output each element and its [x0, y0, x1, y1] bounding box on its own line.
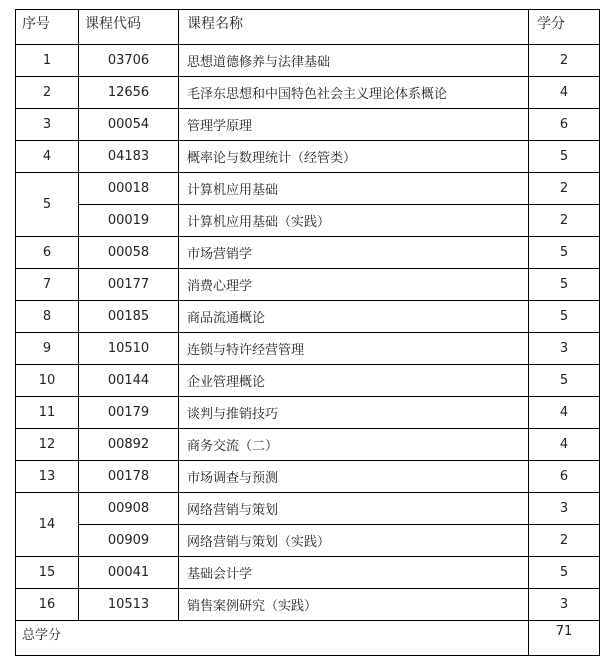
- table-row: [16, 45, 600, 77]
- table-row: [16, 429, 600, 461]
- course-name-cell: 商务交流（二）: [179, 429, 529, 461]
- course-name-cell: 企业管理概论: [179, 365, 529, 397]
- course-name-cell: 网络营销与策划: [179, 493, 529, 525]
- serial-number-cell: 14: [16, 493, 79, 557]
- course-name-cell: 消费心理学: [179, 269, 529, 301]
- serial-number-cell: 1: [16, 45, 79, 77]
- course-code-cell: 00144: [79, 365, 179, 397]
- course-name-cell: 概率论与数理统计（经管类）: [179, 141, 529, 173]
- credits-cell: 6: [529, 461, 600, 493]
- credits-cell: 3: [529, 589, 600, 621]
- table-row: [16, 237, 600, 269]
- table-row: [16, 461, 600, 493]
- course-name-cell: 毛泽东思想和中国特色社会主义理论体系概论: [179, 77, 529, 109]
- header-row: [16, 10, 600, 45]
- course-code-cell: 00177: [79, 269, 179, 301]
- credits-cell: 2: [529, 45, 600, 77]
- serial-number-cell: 5: [16, 173, 79, 237]
- serial-number-cell: 6: [16, 237, 79, 269]
- total-row: [16, 621, 600, 656]
- table-row: [16, 557, 600, 589]
- table-row: [16, 173, 600, 205]
- course-code-cell: 10513: [79, 589, 179, 621]
- course-credit-table: [15, 9, 600, 656]
- course-code-cell: 00892: [79, 429, 179, 461]
- header-course-name: 课程名称: [179, 10, 529, 45]
- total-credits-value: 71: [529, 621, 600, 656]
- credits-cell: 3: [529, 333, 600, 365]
- table-row: [16, 397, 600, 429]
- serial-number-cell: 10: [16, 365, 79, 397]
- total-credits-label: 总学分: [16, 621, 529, 656]
- serial-number-cell: 15: [16, 557, 79, 589]
- serial-number-cell: 4: [16, 141, 79, 173]
- credits-cell: 5: [529, 141, 600, 173]
- serial-number-cell: 3: [16, 109, 79, 141]
- course-code-cell: 00185: [79, 301, 179, 333]
- table-body: [16, 45, 600, 656]
- course-code-cell: 00054: [79, 109, 179, 141]
- serial-number-cell: 8: [16, 301, 79, 333]
- table-row: [16, 493, 600, 525]
- credits-cell: 4: [529, 429, 600, 461]
- credits-cell: 5: [529, 365, 600, 397]
- table-row: [16, 301, 600, 333]
- credits-cell: 5: [529, 269, 600, 301]
- course-name-cell: 销售案例研究（实践）: [179, 589, 529, 621]
- course-code-cell: 10510: [79, 333, 179, 365]
- header-credits: 学分: [529, 10, 600, 45]
- credits-cell: 2: [529, 173, 600, 205]
- table-row: [16, 205, 600, 237]
- course-code-cell: 00909: [79, 525, 179, 557]
- course-code-cell: 00041: [79, 557, 179, 589]
- course-code-cell: 04183: [79, 141, 179, 173]
- credits-cell: 4: [529, 397, 600, 429]
- course-name-cell: 基础会计学: [179, 557, 529, 589]
- course-name-cell: 连锁与特许经营管理: [179, 333, 529, 365]
- header-course-code: 课程代码: [79, 10, 179, 45]
- course-code-cell: 00018: [79, 173, 179, 205]
- course-code-cell: 00178: [79, 461, 179, 493]
- table-row: [16, 525, 600, 557]
- credits-cell: 5: [529, 301, 600, 333]
- serial-number-cell: 12: [16, 429, 79, 461]
- table-row: [16, 333, 600, 365]
- table-row: [16, 77, 600, 109]
- course-name-cell: 计算机应用基础: [179, 173, 529, 205]
- table-row: [16, 141, 600, 173]
- course-name-cell: 网络营销与策划（实践）: [179, 525, 529, 557]
- course-code-cell: 12656: [79, 77, 179, 109]
- course-code-cell: 00179: [79, 397, 179, 429]
- serial-number-cell: 16: [16, 589, 79, 621]
- table-row: [16, 365, 600, 397]
- course-code-cell: 03706: [79, 45, 179, 77]
- table-row: [16, 269, 600, 301]
- credits-cell: 4: [529, 77, 600, 109]
- table-row: [16, 109, 600, 141]
- serial-number-cell: 2: [16, 77, 79, 109]
- course-code-cell: 00019: [79, 205, 179, 237]
- table-row: [16, 589, 600, 621]
- serial-number-cell: 11: [16, 397, 79, 429]
- credits-cell: 6: [529, 109, 600, 141]
- credits-cell: 3: [529, 493, 600, 525]
- credits-cell: 2: [529, 525, 600, 557]
- course-name-cell: 谈判与推销技巧: [179, 397, 529, 429]
- course-name-cell: 市场调查与预测: [179, 461, 529, 493]
- serial-number-cell: 13: [16, 461, 79, 493]
- credits-cell: 5: [529, 237, 600, 269]
- course-code-cell: 00058: [79, 237, 179, 269]
- course-code-cell: 00908: [79, 493, 179, 525]
- serial-number-cell: 9: [16, 333, 79, 365]
- credits-cell: 5: [529, 557, 600, 589]
- course-name-cell: 管理学原理: [179, 109, 529, 141]
- course-name-cell: 计算机应用基础（实践）: [179, 205, 529, 237]
- course-name-cell: 市场营销学: [179, 237, 529, 269]
- course-name-cell: 商品流通概论: [179, 301, 529, 333]
- header-serial-number: 序号: [16, 10, 79, 45]
- credits-cell: 2: [529, 205, 600, 237]
- course-name-cell: 思想道德修养与法律基础: [179, 45, 529, 77]
- serial-number-cell: 7: [16, 269, 79, 301]
